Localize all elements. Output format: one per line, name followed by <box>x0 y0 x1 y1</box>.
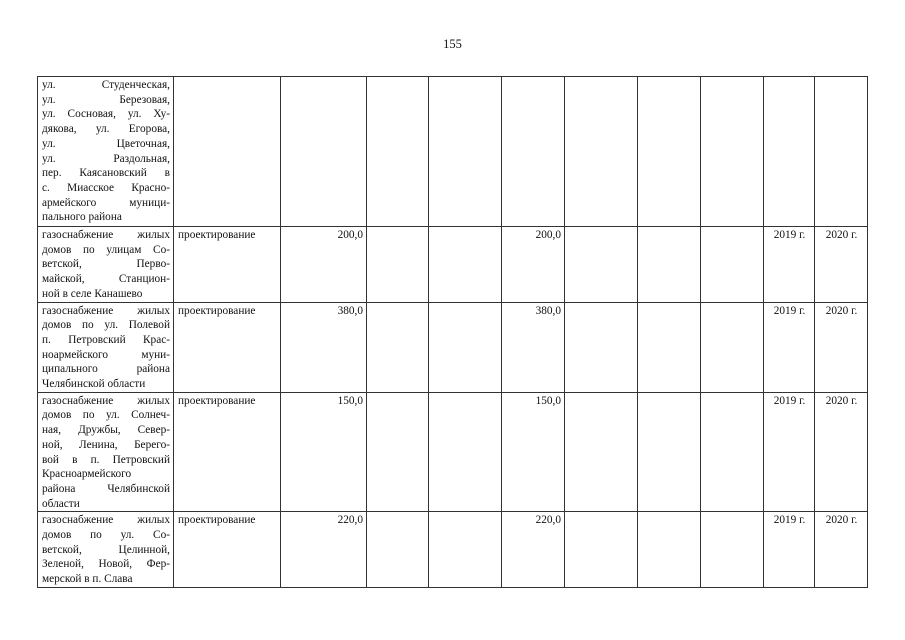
value-cell <box>638 302 701 392</box>
description-line: п. Петровский Крас- <box>42 333 170 346</box>
description-line: ная, Дружбы, Север- <box>42 424 170 437</box>
description-line: района Челябинской <box>42 482 170 495</box>
value-cell <box>429 392 502 512</box>
value-cell <box>429 227 502 303</box>
total-cell <box>281 77 367 227</box>
object-description-cell <box>38 77 174 227</box>
description-line: ципального района <box>42 363 170 376</box>
stage-cell: проектирование <box>174 512 281 588</box>
description-line: Красноармейского <box>42 468 132 481</box>
value-cell <box>638 77 701 227</box>
object-description-cell <box>38 392 174 512</box>
stage-cell: проектирование <box>174 392 281 512</box>
end-year-cell: 2020 г. <box>815 392 868 512</box>
value-cell <box>429 302 502 392</box>
value-cell: 200,0 <box>502 227 565 303</box>
description-line: домов по ул. Полевой <box>42 319 170 332</box>
object-description-cell <box>38 302 174 392</box>
description-line: ул. Сосновая, ул. Ху- <box>42 108 170 121</box>
end-year-cell: 2020 г. <box>815 512 868 588</box>
description-line: ул. Раздольная, <box>42 152 170 165</box>
value-cell <box>565 512 638 588</box>
object-description-cell <box>38 227 174 303</box>
description-line: газоснабжение жилых <box>42 304 170 317</box>
value-cell: 220,0 <box>502 512 565 588</box>
value-cell <box>565 227 638 303</box>
stage-cell <box>174 77 281 227</box>
description-line: с. Миасское Красно- <box>42 181 170 194</box>
total-cell: 150,0 <box>281 392 367 512</box>
value-cell <box>565 302 638 392</box>
value-cell <box>638 512 701 588</box>
start-year-cell <box>764 77 815 227</box>
value-cell <box>701 227 764 303</box>
value-cell <box>367 392 429 512</box>
table-row <box>38 512 868 588</box>
total-cell: 380,0 <box>281 302 367 392</box>
value-cell <box>429 512 502 588</box>
total-cell: 220,0 <box>281 512 367 588</box>
description-line: газоснабжение жилых <box>42 394 170 407</box>
table-row <box>38 227 868 303</box>
description-line: Зеленой, Новой, Фер- <box>42 558 170 571</box>
table-row <box>38 77 868 227</box>
value-cell: 150,0 <box>502 392 565 512</box>
start-year-cell: 2019 г. <box>764 392 815 512</box>
value-cell <box>701 77 764 227</box>
value-cell <box>429 77 502 227</box>
description-line: газоснабжение жилых <box>42 229 170 241</box>
value-cell <box>701 302 764 392</box>
description-line: домов по ул. Солнеч- <box>42 409 170 422</box>
description-line: мерской в п. Слава <box>42 573 133 586</box>
description-line: области <box>42 497 80 510</box>
description-line: пер. Каясановский в <box>42 167 170 180</box>
stage-cell: проектирование <box>174 302 281 392</box>
description-line: ной, Ленина, Берего- <box>42 438 170 451</box>
value-cell <box>701 392 764 512</box>
end-year-cell <box>815 77 868 227</box>
description-line: домов по улицам Со- <box>42 243 170 256</box>
start-year-cell: 2019 г. <box>764 512 815 588</box>
description-line: ветской, Целинной, <box>42 543 170 556</box>
object-description-cell <box>38 512 174 588</box>
table-row <box>38 302 868 392</box>
end-year-cell: 2020 г. <box>815 302 868 392</box>
table-row <box>38 392 868 512</box>
description-line: ул. Цветочная, <box>42 137 170 150</box>
description-line: ул. Студенческая, <box>42 79 170 91</box>
description-line: армейского муници- <box>42 196 170 209</box>
value-cell <box>367 77 429 227</box>
description-line: Челябинской области <box>42 378 146 391</box>
end-year-cell: 2020 г. <box>815 227 868 303</box>
value-cell <box>367 512 429 588</box>
description-line: ноармейского муни- <box>42 348 170 361</box>
value-cell <box>565 77 638 227</box>
value-cell <box>367 227 429 303</box>
value-cell <box>638 227 701 303</box>
description-line: пального района <box>42 211 122 224</box>
description-line: ул. Березовая, <box>42 93 170 106</box>
description-line: ветской, Перво- <box>42 258 170 271</box>
total-cell: 200,0 <box>281 227 367 303</box>
description-line: ной в селе Канашево <box>42 287 143 300</box>
value-cell: 380,0 <box>502 302 565 392</box>
value-cell <box>701 512 764 588</box>
work-table <box>37 76 868 588</box>
description-line: дякова, ул. Егорова, <box>42 123 170 136</box>
value-cell <box>565 392 638 512</box>
start-year-cell: 2019 г. <box>764 302 815 392</box>
description-line: майской, Станцион- <box>42 273 170 286</box>
stage-cell: проектирование <box>174 227 281 303</box>
start-year-cell: 2019 г. <box>764 227 815 303</box>
value-cell <box>638 392 701 512</box>
description-line: вой в п. Петровский <box>42 453 170 466</box>
description-line: газоснабжение жилых <box>42 514 170 527</box>
page-number: 155 <box>443 37 462 51</box>
value-cell <box>502 77 565 227</box>
description-line: домов по ул. Со- <box>42 529 170 542</box>
value-cell <box>367 302 429 392</box>
